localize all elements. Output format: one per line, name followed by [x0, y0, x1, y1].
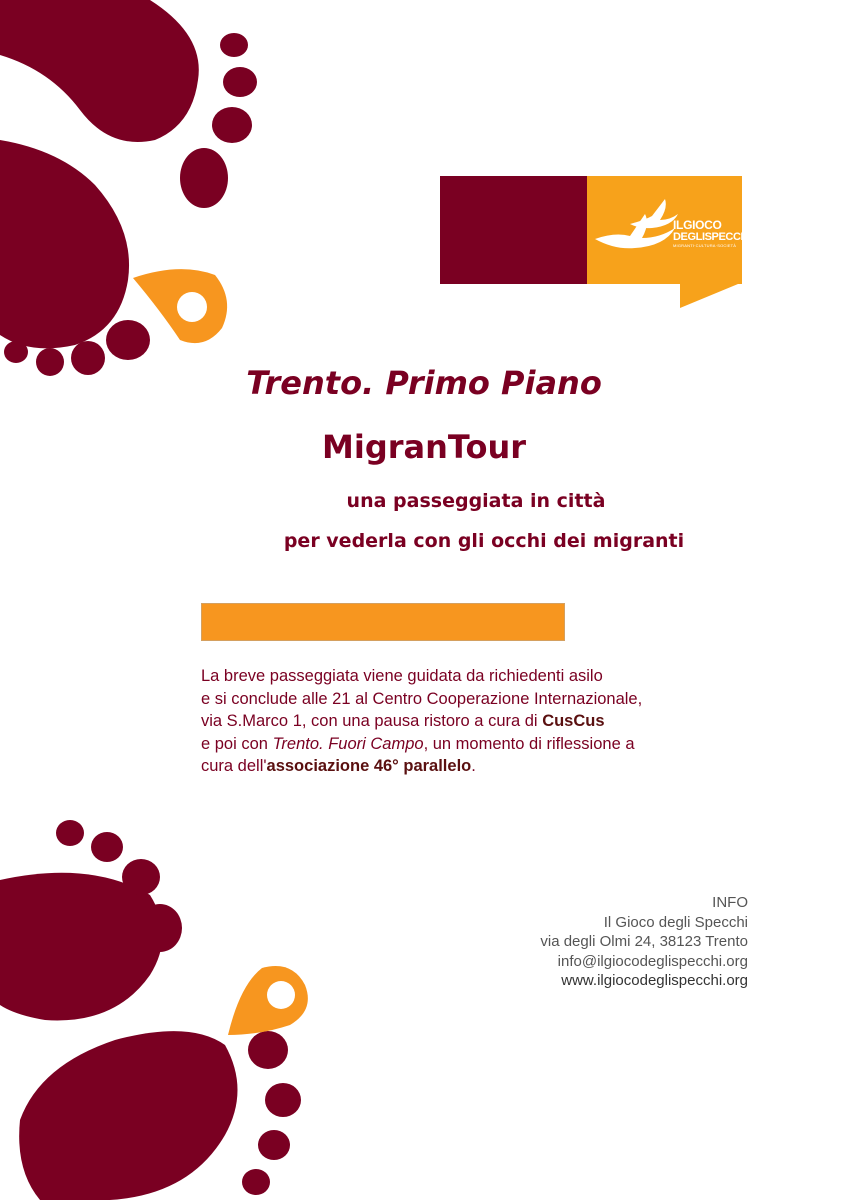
description-line: e poi con Trento. Fuori Campo, un momento di riflessione a	[201, 734, 635, 753]
toe	[212, 107, 252, 143]
footprint-second-sole	[0, 140, 129, 348]
toe	[242, 1169, 270, 1195]
event-name: MigranTour	[322, 428, 526, 466]
logo-speech-tail	[680, 284, 738, 308]
organization-logo	[440, 176, 751, 310]
toe	[56, 820, 84, 846]
info-address: via degli Olmi 24, 38123 Trento	[540, 933, 748, 950]
footprint-top-sole	[0, 0, 199, 142]
logo-line1: ILGIOCO	[673, 218, 722, 232]
toe	[265, 1083, 301, 1117]
toe	[223, 67, 257, 97]
subtitle-line2: per vederla con gli occhi dei migranti	[283, 530, 685, 552]
subtitle-line1: una passeggiata in città	[346, 490, 606, 512]
toe	[106, 320, 150, 360]
toe	[4, 341, 28, 363]
contact-info	[440, 893, 748, 991]
toe	[138, 904, 182, 952]
toe	[258, 1130, 290, 1160]
footprint-fourth-sole	[19, 1031, 237, 1200]
logo-tagline: MIGRANTI·CULTURA·SOCIETÀ	[673, 243, 737, 248]
description-line: cura dell'associazione 46° parallelo.	[201, 757, 476, 775]
toe	[180, 148, 228, 208]
footprint-third-sole	[0, 873, 163, 1021]
fuori-campo-name: Trento. Fuori Campo	[272, 734, 424, 753]
description-line: La breve passeggiata viene guidata da richiedenti asilo	[201, 667, 603, 685]
description-line: via S.Marco 1, con una pausa ristoro a cura di CusCus	[201, 712, 605, 730]
location-pin-icon	[228, 966, 308, 1035]
association-name: associazione 46° parallelo	[266, 757, 472, 775]
cuscus-name: CusCus	[542, 712, 605, 730]
info-org: Il Gioco degli Specchi	[603, 913, 748, 931]
info-website[interactable]: www.ilgiocodeglispecchi.org	[561, 972, 748, 989]
toe	[220, 33, 248, 57]
logo-dark-block	[440, 176, 587, 284]
toe	[122, 859, 160, 895]
page-title: Trento. Primo Piano	[246, 364, 602, 402]
description	[201, 665, 761, 778]
logo-text	[673, 218, 751, 249]
description-line: e si conclude alle 21 al Centro Cooperazione Internazionale,	[201, 689, 643, 708]
info-label: INFO	[712, 894, 748, 911]
date-banner	[201, 603, 565, 641]
info-email[interactable]: info@ilgiocodeglispecchi.org	[557, 952, 748, 970]
toe	[248, 1031, 288, 1069]
toe	[91, 832, 123, 862]
logo-line2: DEGLISPECCHI	[673, 231, 751, 243]
birds-icon	[590, 194, 680, 264]
